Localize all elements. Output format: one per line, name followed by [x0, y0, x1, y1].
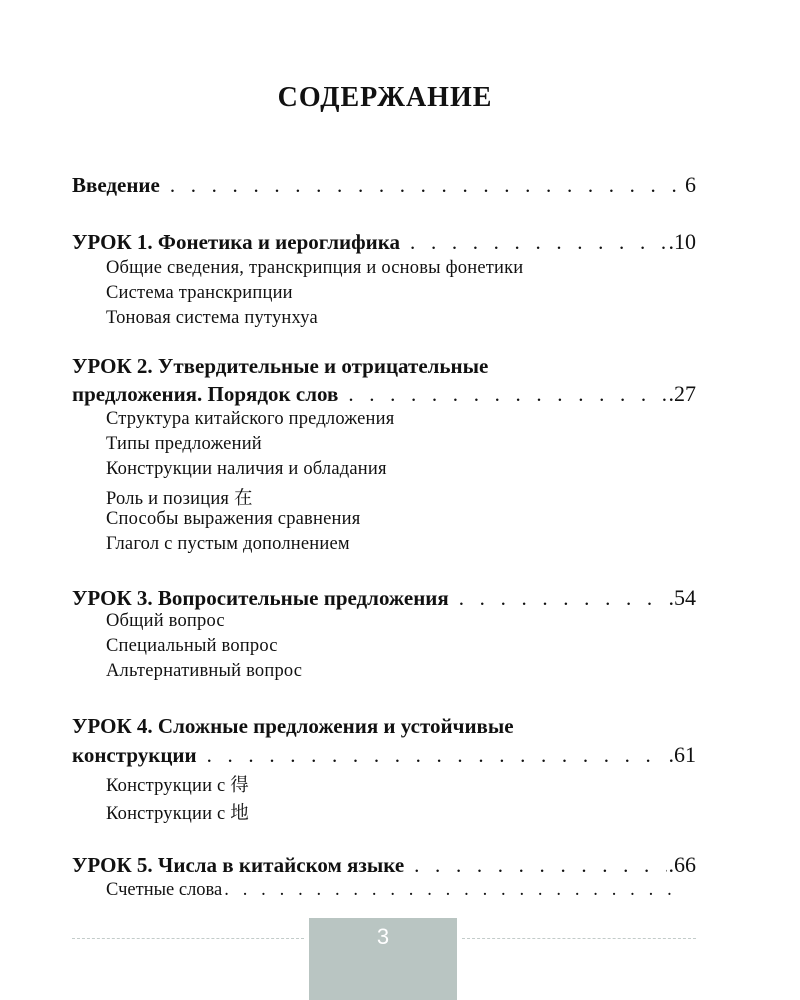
toc-subentry: Конструкции с 得 — [106, 776, 249, 796]
footer-rule-right — [462, 938, 696, 939]
dot-leader — [348, 382, 666, 407]
toc-subentry: Специальный вопрос — [106, 636, 278, 656]
toc-page-number: 6 — [685, 172, 696, 197]
toc-entry-title: УРОК 1. Фонетика и иероглифика — [72, 230, 401, 254]
toc-subentry: Конструкции наличия и обладания — [106, 459, 387, 479]
toc-entry-intro[interactable] — [72, 172, 696, 198]
toc-page-number: .66 — [668, 852, 696, 877]
toc-entry-lesson-4[interactable] — [72, 742, 696, 768]
page-number: 3 — [376, 924, 390, 949]
toc-subentry: Структура китайского предложения — [106, 409, 395, 429]
toc-entry-title: конструкции — [72, 743, 197, 767]
toc-subentry: Общий вопрос — [106, 611, 225, 631]
toc-entry-title: УРОК 5. Числа в китайском языке — [72, 853, 405, 877]
toc-page-number: .61 — [668, 742, 696, 767]
toc-page-number: .27 — [668, 381, 696, 406]
toc-page-number: .54 — [668, 585, 696, 610]
toc-entry-title: УРОК 3. Вопросительные предложения — [72, 586, 449, 610]
toc-subentry: Глагол с пустым дополнением — [106, 534, 350, 554]
toc-entry-title: предложения. Порядок слов — [72, 382, 339, 406]
toc-subentry: Типы предложений — [106, 434, 262, 454]
toc-subentry: Конструкции с 地 — [106, 804, 249, 824]
toc-subentry: Способы выражения сравнения — [106, 509, 361, 529]
toc-subentry: Тоновая система путунхуа — [106, 308, 318, 328]
toc-subentry: Альтернативный вопрос — [106, 661, 303, 681]
dot-leader — [414, 853, 666, 878]
toc-entry-lesson-5[interactable] — [72, 852, 696, 878]
dot-leader — [170, 173, 683, 198]
footer-rule-left — [72, 938, 304, 939]
dot-leader — [459, 586, 667, 611]
toc-entry-lesson-4-title-line-1[interactable]: УРОК 4. Сложные предложения и устойчивые — [72, 714, 514, 738]
toc-page-number: .10 — [668, 229, 696, 254]
toc-subentry: Роль и позиция 在 — [106, 489, 253, 509]
page-title: СОДЕРЖАНИЕ — [277, 82, 493, 113]
toc-entry-lesson-2[interactable] — [72, 381, 696, 407]
toc-entry-lesson-2-title-line-1[interactable]: УРОК 2. Утвердительные и отрицательные — [72, 354, 489, 378]
toc-subentry: Общие сведения, транскрипция и основы фонетики — [106, 258, 524, 278]
toc-entry-lesson-3[interactable] — [72, 585, 696, 611]
dot-leader — [207, 743, 667, 768]
toc-subentry: Система транскрипции — [106, 283, 293, 303]
toc-subentry: Счетные слова — [106, 880, 223, 900]
toc-subentry-row — [106, 880, 680, 901]
toc-entry-title: Введение — [72, 173, 160, 197]
dot-leader — [224, 880, 678, 901]
toc-entry-lesson-1[interactable] — [72, 229, 696, 255]
dot-leader — [410, 230, 666, 255]
